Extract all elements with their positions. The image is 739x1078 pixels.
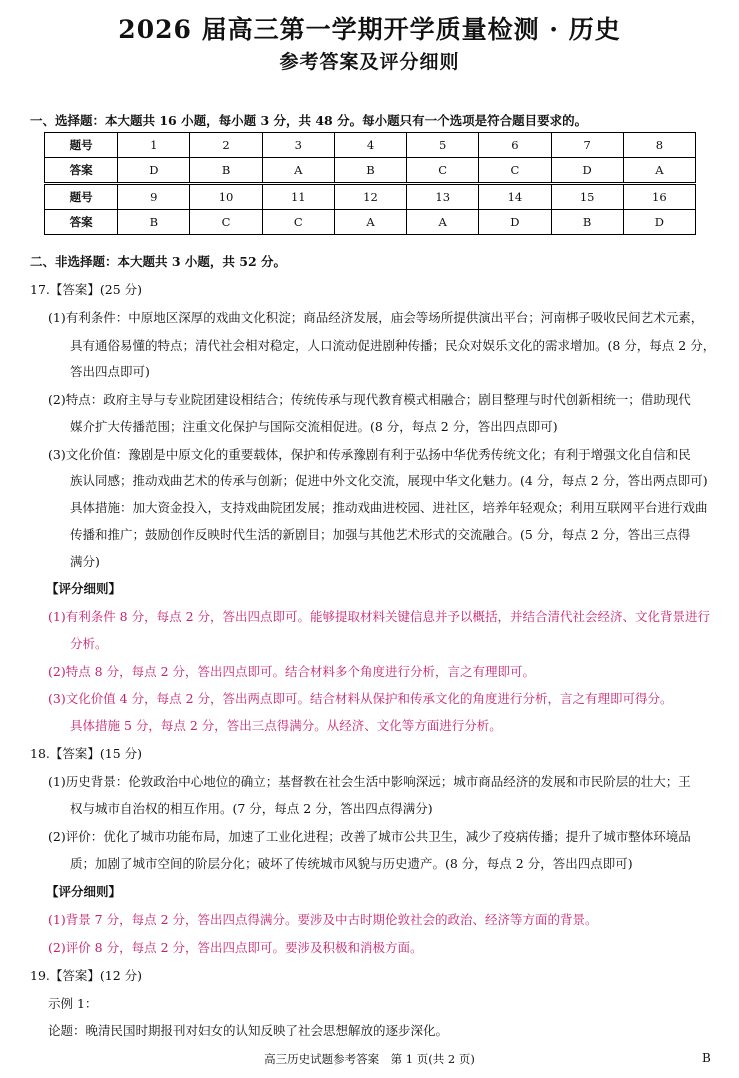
q17-rubric-line: (2)特点 8 分，每点 2 分，答出四点即可。结合材料多个角度进行分析，言之有理即可。	[48, 664, 536, 679]
q17-part3-line: 具体措施：加大资金投入，支持戏曲院团发展；推动戏曲进校园、进社区，培养年轻观众；利用互联网平台进行戏曲	[70, 500, 708, 515]
question-number: 9	[118, 185, 190, 210]
q18-rubric-heading: 【评分细则】	[46, 884, 122, 899]
question-number: 11	[262, 185, 334, 210]
answer-cell: A	[334, 210, 406, 235]
q17-rubric-heading: 【评分细则】	[46, 581, 122, 596]
answer-table-1	[44, 132, 696, 183]
row-label-number: 题号	[45, 133, 118, 158]
question-number: 2	[190, 133, 262, 158]
table-row	[45, 158, 696, 183]
answer-cell: B	[118, 210, 190, 235]
q17-part3-line: (3)文化价值：豫剧是中原文化的重要载体，保护和传承豫剧有利于弘扬中华优秀传统文化；有利于增强文化自信和民	[48, 447, 691, 462]
table-row	[45, 185, 696, 210]
answer-cell: D	[623, 210, 695, 235]
row-label-answer: 答案	[45, 210, 118, 235]
answer-cell: B	[334, 158, 406, 183]
question-number: 16	[623, 185, 695, 210]
q18-part2-line: (2)评价：优化了城市功能布局，加速了工业化进程；改善了城市公共卫生，减少了疫病传播；提升了城市整体环境品	[48, 829, 691, 844]
q18-rubric-line: (2)评价 8 分，每点 2 分，答出四点即可。要涉及积极和消极方面。	[48, 940, 423, 955]
question-number: 13	[407, 185, 479, 210]
question-number: 14	[479, 185, 551, 210]
page-footer: 高三历史试题参考答案 第 1 页(共 2 页)	[264, 1052, 475, 1066]
question-number: 1	[118, 133, 190, 158]
q18-part1-line: 权与城市自治权的相互作用。(7 分，每点 2 分，答出四点得满分)	[70, 801, 433, 816]
question-number: 5	[407, 133, 479, 158]
table-row	[45, 133, 696, 158]
question-number: 3	[262, 133, 334, 158]
answer-cell: A	[407, 210, 479, 235]
answer-cell: B	[190, 158, 262, 183]
table-row	[45, 210, 696, 235]
question-number: 12	[334, 185, 406, 210]
answer-cell: B	[551, 210, 623, 235]
answer-cell: C	[407, 158, 479, 183]
question-number: 8	[623, 133, 695, 158]
page-title: 2026 届高三第一学期开学质量检测 · 历史	[118, 15, 621, 44]
answer-cell: A	[262, 158, 334, 183]
version-mark: B	[702, 1051, 711, 1065]
answer-cell: D	[118, 158, 190, 183]
answer-cell: C	[479, 158, 551, 183]
answer-cell: C	[190, 210, 262, 235]
q17-part3-line: 族认同感；推动戏曲艺术的传承与创新；促进中外文化交流，展现中华文化魅力。(4 分，每点 2 分，答出两点即可)	[70, 473, 708, 488]
q19-thesis: 论题：晚清民国时期报刊对妇女的认知反映了社会思想解放的逐步深化。	[48, 1023, 449, 1038]
row-label-number: 题号	[45, 185, 118, 210]
q17-part2-line: (2)特点：政府主导与专业院团建设相结合；传统传承与现代教育模式相融合；剧目整理与时代创新相统一；借助现代	[48, 392, 691, 407]
q17-part1-line: (1)有利条件：中原地区深厚的戏曲文化积淀；商品经济发展，庙会等场所提供演出平台；河南梆子吸收民间艺术元素，	[48, 310, 704, 325]
q17-heading: 17.【答案】(25 分)	[30, 282, 143, 297]
q17-rubric-line: (3)文化价值 4 分，每点 2 分，答出两点即可。结合材料从保护和传承文化的角度进行分析，言之有理即可得分。	[48, 691, 673, 706]
q18-rubric-line: (1)背景 7 分，每点 2 分，答出四点得满分。要涉及中古时期伦敦社会的政治、经济等方面的背景。	[48, 912, 598, 927]
q19-heading: 19.【答案】(12 分)	[30, 968, 143, 983]
row-label-answer: 答案	[45, 158, 118, 183]
q18-part1-line: (1)历史背景：伦敦政治中心地位的确立；基督教在社会生活中影响深远；城市商品经济的发展和市民阶层的壮大；王	[48, 774, 691, 789]
q17-rubric-line: 具体措施 5 分，每点 2 分，答出三点得满分。从经济、文化等方面进行分析。	[70, 718, 502, 733]
q17-rubric-line: (1)有利条件 8 分，每点 2 分，答出四点即可。能够提取材料关键信息并予以概括，并结合清代社会经济、文化背景进行	[48, 609, 711, 624]
question-number: 7	[551, 133, 623, 158]
answer-cell: D	[479, 210, 551, 235]
question-number: 4	[334, 133, 406, 158]
q18-part2-line: 质；加剧了城市空间的阶层分化；破坏了传统城市风貌与历史遗产。(8 分，每点 2 分，答出四点即可)	[70, 856, 633, 871]
section1-heading: 一、选择题：本大题共 16 小题，每小题 3 分，共 48 分。每小题只有一个选项是符合题目要求的。	[30, 113, 588, 128]
page-subtitle: 参考答案及评分细则	[279, 51, 460, 73]
section2-heading: 二、非选择题：本大题共 3 小题，共 52 分。	[30, 254, 287, 269]
q17-part2-line: 媒介扩大传播范围；注重文化保护与国际交流相促进。(8 分，每点 2 分，答出四点即可)	[70, 419, 558, 434]
answer-cell: A	[623, 158, 695, 183]
q17-part3-line: 满分)	[70, 554, 100, 569]
answer-table-2	[44, 184, 696, 235]
q17-part3-line: 传播和推广；鼓励创作反映时代生活的新剧目；加强与其他艺术形式的交流融合。(5 分，每点 2 分，答出三点得	[70, 527, 691, 542]
question-number: 10	[190, 185, 262, 210]
answer-cell: D	[551, 158, 623, 183]
answer-cell: C	[262, 210, 334, 235]
q17-part1-line: 答出四点即可)	[70, 364, 150, 379]
q19-example-label: 示例 1：	[48, 996, 98, 1011]
question-number: 6	[479, 133, 551, 158]
question-number: 15	[551, 185, 623, 210]
q18-heading: 18.【答案】(15 分)	[30, 746, 143, 761]
q17-rubric-line: 分析。	[70, 636, 108, 651]
q17-part1-line: 具有通俗易懂的特点；清代社会相对稳定，人口流动促进剧种传播；民众对娱乐文化的需求增加。(8 分，每点 2 分，	[70, 338, 716, 353]
